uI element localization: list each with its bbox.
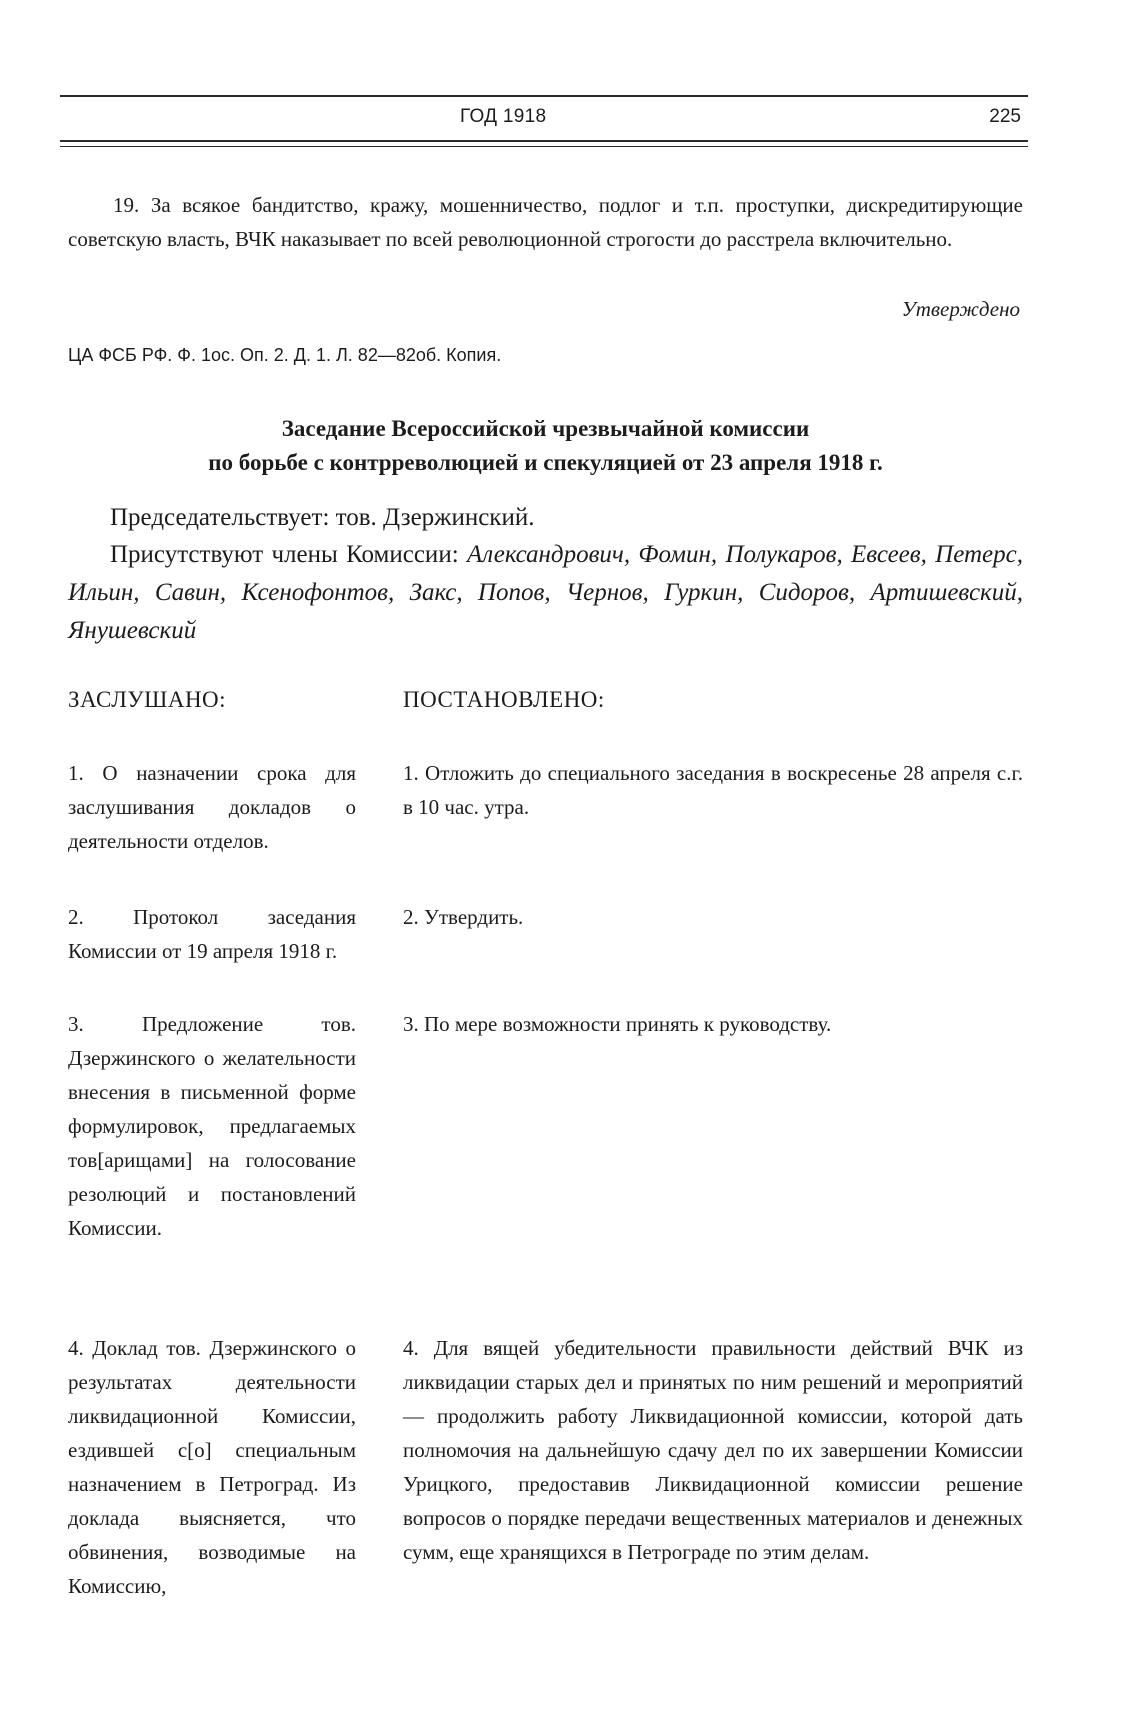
resolved-item-1 bbox=[403, 756, 1023, 824]
resolved-item-2 bbox=[403, 900, 1023, 934]
approved-mark: Утверждено bbox=[901, 297, 1020, 321]
running-head: ГОД 1918 bbox=[460, 106, 547, 127]
resolved-item-4 bbox=[403, 1331, 1023, 1569]
resolved-item-4-text: 4. Для вящей убедительности правильности действий ВЧК из ликвидации старых дел и принятых по ним решений и мероприятий — продолжить работу Ликвидационной комиссии, которой дать полномочия на дальнейшую сдачу дел по их завершении Комиссии Урицкого, предоставив Ликвидационной комиссии решение вопросов о порядке передачи вещественных материалов и денежных сумм, еще хранящихся в Петрограде по этим делам. bbox=[403, 1336, 1023, 1564]
resolved-item-3-text: 3. По мере возможности принять к руководству. bbox=[403, 1012, 832, 1036]
heard-item-2 bbox=[68, 900, 356, 968]
heard-item-4-text: 4. Доклад тов. Дзержинского о результатах деятельности ликвидационной Комиссии, ездившей с[о] специальным назначением в Петроград. Из доклада выясняется, что обвинения, возводимые на Комиссию, bbox=[68, 1336, 356, 1598]
heard-item-1-text: 1. О назначении срока для заслушивания докладов о деятельности отделов. bbox=[68, 761, 356, 853]
header-rule-top bbox=[60, 95, 1028, 97]
members-paragraph bbox=[68, 536, 1023, 650]
heard-column-heading: ЗАСЛУШАНО: bbox=[68, 687, 227, 712]
heard-item-3-text: 3. Предложение тов. Дзержинского о желательности внесения в письменной форме формулировок, предлагаемых тов[арищами] на голосование резолюций и постановлений Комиссии. bbox=[68, 1012, 356, 1240]
archive-source-note: ЦА ФСБ РФ. Ф. 1ос. Оп. 2. Д. 1. Л. 82—82об. Копия. bbox=[68, 345, 502, 365]
resolved-column-heading: ПОСТАНОВЛЕНО: bbox=[403, 687, 605, 712]
heard-item-3 bbox=[68, 1007, 356, 1245]
meeting-title bbox=[68, 412, 1023, 480]
item-19-paragraph bbox=[68, 188, 1023, 256]
resolved-item-1-text: 1. Отложить до специального заседания в воскресенье 28 апреля с.г. в 10 час. утра. bbox=[403, 761, 1023, 819]
resolved-item-3 bbox=[403, 1007, 1023, 1041]
meeting-title-line-2: по борьбе с контрреволюцией и спекуляцией от 23 апреля 1918 г. bbox=[208, 450, 883, 475]
members-label: Присутствуют члены Комиссии: bbox=[110, 541, 467, 568]
heard-item-4 bbox=[68, 1331, 356, 1603]
heard-item-2-text: 2. Протокол заседания Комиссии от 19 апреля 1918 г. bbox=[68, 905, 356, 963]
presiding-line: Председательствует: тов. Дзержинский. bbox=[110, 504, 535, 531]
item-19-text: 19. За всякое бандитство, кражу, мошенничество, подлог и т.п. проступки, дискредитирующие советскую власть, ВЧК наказывает по всей революционной строгости до расстрела включительно. bbox=[68, 193, 1023, 251]
page-number: 225 bbox=[989, 106, 1021, 127]
meeting-title-line-1: Заседание Всероссийской чрезвычайной комиссии bbox=[281, 416, 810, 441]
resolved-item-2-text: 2. Утвердить. bbox=[403, 905, 524, 929]
members-names: Александрович, Фомин, Полукаров, Евсеев, Петерс, Ильин, Савин, Ксенофонтов, Закс, Попов, Чернов, Гуркин, Сидоров, Артишевский, Янушевский bbox=[68, 541, 1023, 644]
heard-item-1 bbox=[68, 756, 356, 858]
header-rule-bottom bbox=[60, 140, 1028, 147]
